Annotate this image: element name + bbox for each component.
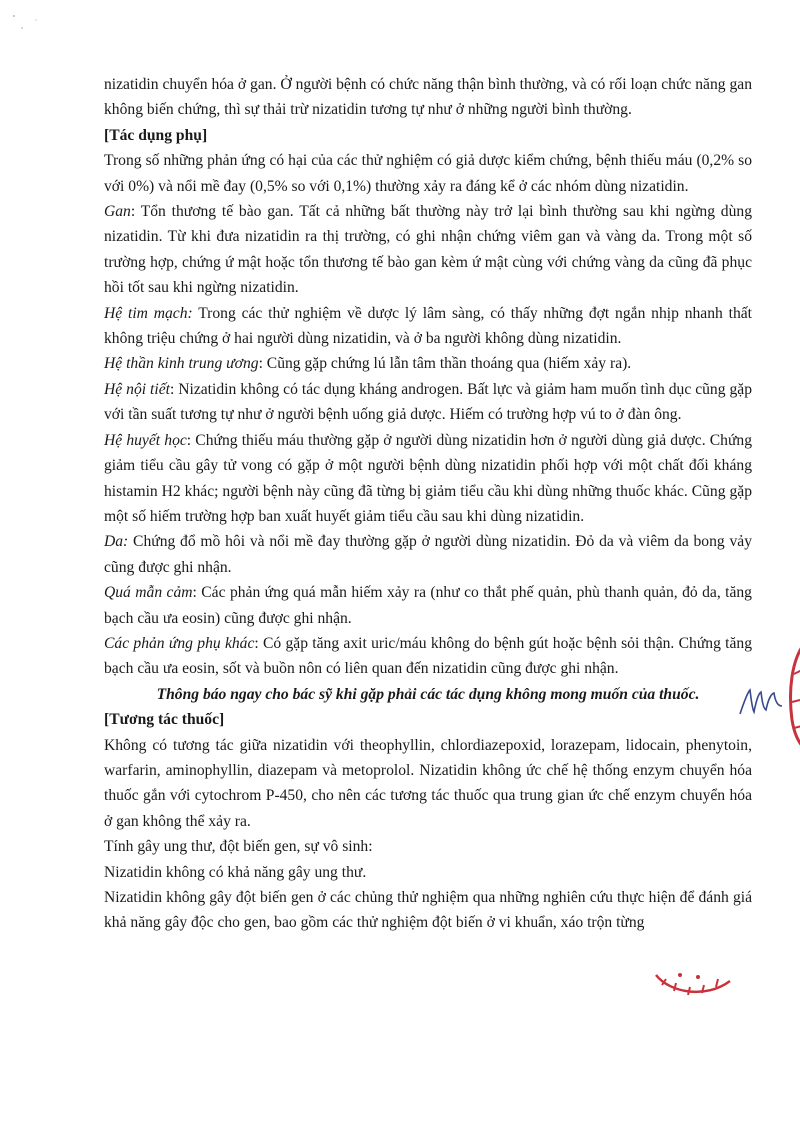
side-effect-term: Gan bbox=[104, 203, 131, 221]
side-effect-text: : Nizatidin không có tác dụng kháng androgen. Bất lực và giảm ham muốn tình dục cũng gặp với tần suất tương tự như ở người bệnh uống giả dược. Hiếm có trường hợp vú to ở đàn ông. bbox=[104, 380, 752, 424]
carcinogenicity-paragraph: Nizatidin không có khả năng gây ung thư. bbox=[104, 863, 367, 881]
side-effect-text: : Các phản ứng quá mẫn hiếm xảy ra (như co thắt phế quản, phù thanh quản, đỏ da, tăng bạch cầu ưa eosin) cũng được ghi nhận. bbox=[104, 584, 752, 627]
side-effects-heading: [Tác dụng phụ] bbox=[104, 126, 208, 144]
side-effect-term: Hệ thần kinh trung ương bbox=[104, 355, 259, 373]
interactions-heading: [Tương tác thuốc] bbox=[104, 711, 225, 729]
side-effects-intro: Trong số những phản ứng có hại của các thử nghiệm có giả dược kiểm chứng, bệnh thiếu máu (0,2% so với 0%) và nổi mề đay (0,5% so với 0,1%) thường xảy ra đáng kể ở các nhóm dùng nizatidin. bbox=[104, 152, 752, 195]
side-effect-term: Hệ tim mạch: bbox=[104, 304, 193, 322]
side-effect-text: : Có gặp tăng axit uric/máu không do bệnh gút hoặc bệnh sỏi thận. Chứng tăng bạch cầu ưa eosin, sốt và buồn nôn có liên quan đến nizatidin cũng được ghi nhận. bbox=[104, 634, 752, 678]
side-effect-item-skin bbox=[104, 529, 752, 580]
side-effect-text: : Cũng gặp chứng lú lẫn tâm thần thoáng qua (hiếm xảy ra). bbox=[258, 355, 632, 373]
scan-artifact bbox=[8, 10, 48, 40]
side-effect-text: Chứng đổ mồ hôi và nổi mề đay thường gặp ở người dùng nizatidin. Đỏ da và viêm da bong vảy cũng được ghi nhận. bbox=[104, 533, 752, 576]
side-effect-item-endocrine bbox=[104, 377, 752, 428]
handwritten-signature bbox=[736, 684, 784, 720]
side-effect-term: Hệ nội tiết bbox=[104, 380, 170, 398]
red-seal-edge bbox=[784, 640, 800, 750]
side-effect-text: : Tổn thương tế bào gan. Tất cả những bất thường này trở lại bình thường sau khi ngừng dùng nizatidin. Từ khi đưa nizatidin ra thị trường, có ghi nhận chứng viêm gan và vàng da. Trong một số trường hợp, chứng ứ mật hoặc tổn thương tế bào gan kèm ứ mật cùng với chứng vàng da cũng đã phục hồi tốt sau khi ngừng nizatidin. bbox=[104, 203, 752, 297]
side-effect-item-cardiovascular bbox=[104, 301, 752, 352]
adverse-effect-notice: Thông báo ngay cho bác sỹ khi gặp phải các tác dụng không mong muốn của thuốc. bbox=[156, 685, 700, 703]
intro-paragraph: nizatidin chuyển hóa ở gan. Ở người bệnh có chức năng thận bình thường, và có rối loạn chức năng gan không biến chứng, thì sự thải trừ nizatidin tương tự như ở những người bình thường. bbox=[104, 76, 752, 119]
side-effect-term: Quá mẫn cảm bbox=[104, 584, 193, 602]
red-seal-partial bbox=[650, 955, 734, 1005]
side-effect-item-hypersensitivity bbox=[104, 580, 752, 631]
side-effect-term: Da: bbox=[104, 533, 129, 551]
mutagenicity-paragraph: Nizatidin không gây đột biến gen ở các chủng thử nghiệm qua những nghiên cứu thực hiện để đánh giá khả năng gây độc cho gen, bao gồm các thử nghiệm đột biến ở vi khuẩn, xáo trộn từng bbox=[104, 889, 752, 932]
side-effect-text: Trong các thử nghiệm về dược lý lâm sàng, có thấy những đợt ngắn nhịp nhanh thất không triệu chứng ở hai người dùng nizatidin, và ở ba người không dùng nizatidin. bbox=[104, 304, 752, 348]
side-effect-term: Các phản ứng phụ khác bbox=[104, 634, 255, 652]
side-effect-term: Hệ huyết học bbox=[104, 431, 187, 449]
side-effect-item-other bbox=[104, 631, 752, 682]
side-effect-item-cns bbox=[104, 351, 752, 376]
interactions-paragraph: Không có tương tác giữa nizatidin với theophyllin, chlordiazepoxid, lorazepam, lidocain, phenytoin, warfarin, aminophyllin, diazepam và metoprolol. Nizatidin không ức chế hệ thống enzym chuyển hóa thuốc gắn với cytochrom P-450, cho nên các tương tác thuốc qua trung gian ức chế enzym chuyển hóa ở gan không thể xảy ra. bbox=[104, 736, 752, 830]
side-effect-item-liver bbox=[104, 199, 752, 301]
side-effect-item-hematology bbox=[104, 428, 752, 530]
document-body bbox=[104, 72, 752, 936]
carcinogenicity-subheading: Tính gây ung thư, đột biến gen, sự vô sinh: bbox=[104, 838, 373, 856]
side-effect-text: : Chứng thiếu máu thường gặp ở người dùng nizatidin hơn ở người dùng giả dược. Chứng giảm tiểu cầu gây tử vong có gặp ở một người bệnh dùng nizatidin phối hợp với một chất đối kháng histamin H2 khác; người bệnh này cũng đã từng bị giảm tiểu cầu khi dùng những thuốc khác. Cũng gặp một số hiếm trường hợp ban xuất huyết giảm tiểu cầu sau khi dùng nizatidin. bbox=[104, 431, 753, 525]
